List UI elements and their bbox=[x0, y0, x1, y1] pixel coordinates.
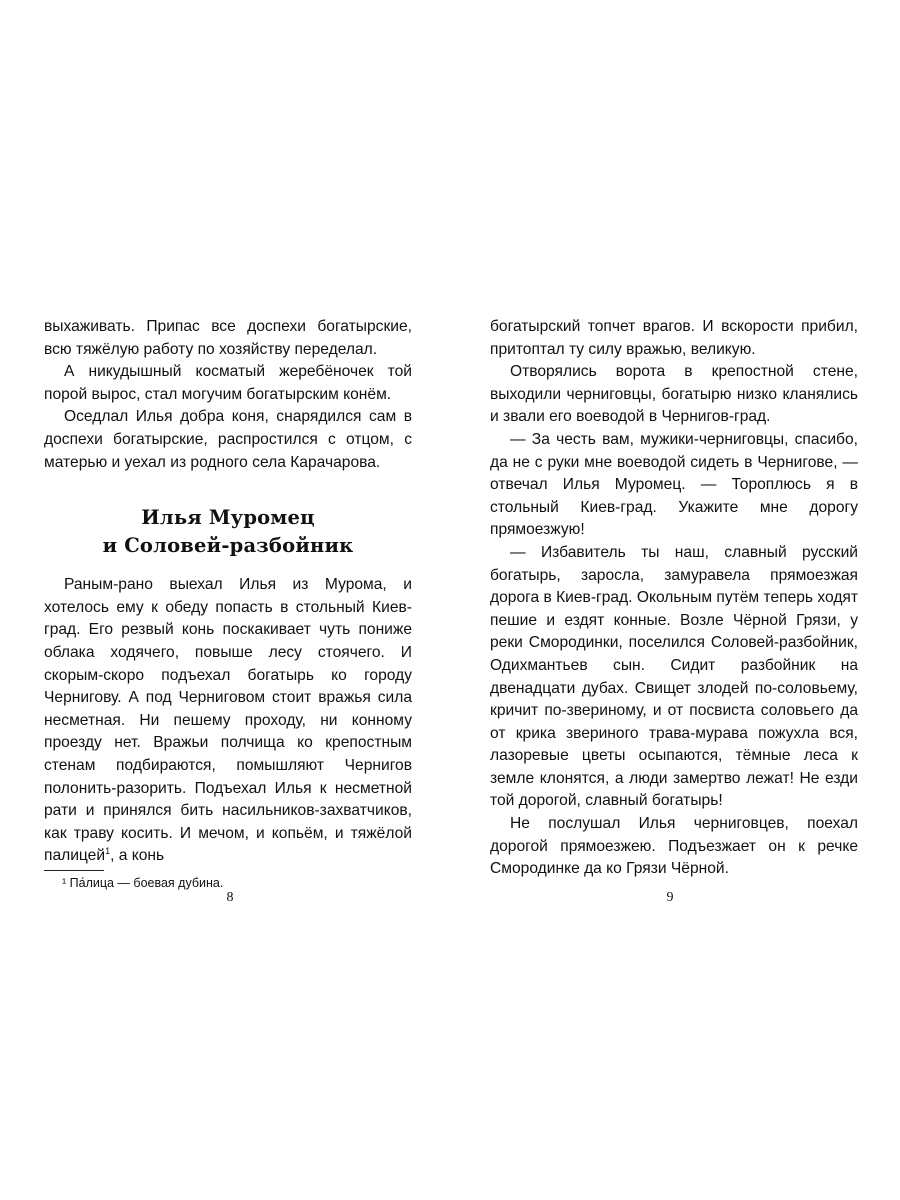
chapter-heading bbox=[44, 504, 412, 560]
footnote-reference: 1 bbox=[105, 846, 111, 857]
footnote-divider bbox=[44, 870, 104, 871]
paragraph: Оседлал Илья добра коня, снарядился сам в доспехи богатырские, распростился с отцом, с матерью и уехал из родного села Карачарова. bbox=[44, 408, 412, 471]
chapter-heading-line-2: и Соловей-разбойник bbox=[102, 534, 354, 558]
paragraph: Не послушал Илья черниговцев, поехал дорогой прямоезжею. Подъезжает он к речке Смородинке да ко Грязи Чёрной. bbox=[490, 815, 858, 878]
paragraph: А никудышный косматый жеребёночек той порой вырос, стал могучим богатырским конём. bbox=[44, 363, 412, 403]
paragraph-main-text: Раным-рано выехал Илья из Мурома, и хотелось ему к обеду попасть в стольный Киев-град. Его резвый конь поскакивает чуть пониже облака ходячего, повыше лесу стоячего. И скорым-скоро подъехал богатырь ко городу Чернигову. А под Черниговом стоит вражья сила несметная. Ни пешему проходу, ни конному проезду нет. Вражьи полчища ко крепостным стенам подбираются, помышляют Чернигов полонить-разорить. Подъехал Илья к несметной рати и принялся бить насильников-захватчиков, как траву косить. И мечом, и копьём, и тяжёлой палицей bbox=[44, 576, 412, 865]
chapter-heading-line-1: Илья Муромец bbox=[141, 506, 315, 530]
right-page bbox=[490, 316, 858, 881]
page-number-left: 8 bbox=[226, 890, 234, 905]
footnote: ¹ Па́лица — боевая дубина. bbox=[62, 875, 224, 890]
left-page bbox=[44, 316, 412, 891]
paragraph: богатырский топчет врагов. И вскорости прибил, притоптал ту силу вражью, великую. bbox=[490, 318, 858, 358]
paragraph: Отворялись ворота в крепостной стене, выходили черниговцы, богатырю низко кланялись и звали его воеводой в Чернигов-град. bbox=[490, 363, 858, 426]
paragraph: — Избавитель ты наш, славный русский богатырь, заросла, замуравела прямоезжая дорога в Киев-град. Окольным путём теперь ходят пешие и ездят конные. Возле Чёрной Грязи, у реки Смородинки, поселился Соловей-разбойник, Одихмантьев сын. Сидит разбойник на двенадцати дубах. Свищет злодей по-соловьему, кричит по-звериному, и от посвиста соловьего да от крика звериного трава-мурава пожухла вся, лазоревые цветы осыпаются, тёмные леса к земле клонятся, а люди замертво лежат! Не езди той дорогой, славный богатырь! bbox=[490, 543, 859, 810]
page-number-right: 9 bbox=[666, 890, 674, 905]
paragraph-main bbox=[44, 574, 412, 868]
paragraph: — За честь вам, мужики-черниговцы, спасибо, да не с руки мне воеводой сидеть в Чернигове, — отвечал Илья Муромец. — Тороплюсь я в стольный Киев-град. Укажите мне дорогу прямоезжую! bbox=[490, 430, 858, 539]
paragraph: выхаживать. Припас все доспехи богатырские, всю тяжёлую работу по хозяйству переделал. bbox=[44, 318, 412, 358]
paragraph-main-tail: , а конь bbox=[110, 847, 165, 865]
